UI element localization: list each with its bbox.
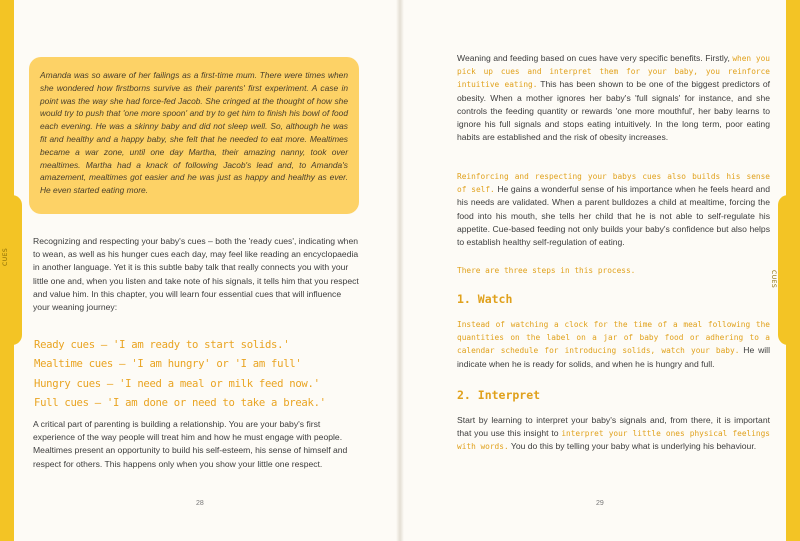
benefits-highlight: when you pick up cues and interpret them for your baby, you reinforce intuitive eating.: [457, 54, 770, 90]
cue-item-full: Full cues – 'I am done or need to take a break.': [34, 396, 326, 409]
steps-intro: [457, 264, 770, 277]
right-page-number: 29: [596, 500, 604, 507]
right-tab-label: CUES: [770, 270, 777, 289]
self-esteem-text: He gains a wonderful sense of his importance when he feels heard and his needs are validated. When a parent bulldozes a child at mealtime, forcing the food into his mouth, she tells her child that he is not able to self-regulate his appetite. Cue-based feeding not only builds your baby's confidence but also helps to establish healthy self-regulation of eating.: [457, 184, 770, 248]
heading-interpret: 2. Interpret: [457, 388, 541, 402]
benefits-paragraph: [457, 52, 770, 144]
watch-paragraph: [457, 318, 770, 371]
closing-paragraph: A critical part of parenting is building a relationship. You are your baby's first experience of the way people will treat him and how he must engage with people. Mealtimes present an opportunity to build his self-esteem, his sense of himself and respect for others. This happens only when you show your little one respect.: [33, 419, 348, 469]
watch-text: He will indicate when he is ready for solids, and when he is hungry and full.: [457, 345, 771, 369]
book-gutter: [396, 0, 404, 541]
interpret-paragraph: [457, 414, 770, 454]
interpret-text-a: Start by learning to interpret your baby's signals and, from there, it is important that you use this insight to: [457, 415, 770, 439]
cue-item-mealtime: Mealtime cues – 'I am hungry' or 'I am full': [34, 358, 302, 371]
intro-paragraph: Recognizing and respecting your baby's cues – both the 'ready cues', indicating when to wean, as well as his hunger cues each day, may feel like reading an encyclopaedia in another language. Yet it is this subtle baby talk that really connects you with your little one and, when you listen and take note of his signals, it tells him that you respect and value him. In this chapter, you will learn four essential cues that will influence your weaning journey:: [33, 236, 359, 313]
heading-watch: 1. Watch: [457, 292, 513, 306]
case-study-box: [29, 57, 359, 214]
case-study-text: Amanda was so aware of her failings as a first-time mum. There were times when she wondered how firstborns survive as their parents' first experiment. A case in point was the way she had force-fed Jacob. She cringed at the thought of how she would try to push that 'one more spoon' and try to get him to finish his bowl of food each evening. He was a skinny baby and did not sleep well. So, although he was fit and healthy and a happy baby, she felt that he needed to eat more. Mealtimes became a war zone, until one day Martha, their amazing nanny, took over mealtimes. Martha had a knack of following Jacob's lead and, to Amanda's amazement, mealtimes got easier and he was just as happy and healthy as ever. He even started eating more.: [40, 70, 348, 196]
self-esteem-paragraph: [457, 170, 770, 249]
benefits-text-a: Weaning and feeding based on cues have very specific benefits. Firstly,: [457, 53, 730, 63]
right-chapter-tab: [778, 195, 800, 345]
cue-item-hungry: Hungry cues – 'I need a meal or milk feed now.': [34, 377, 320, 390]
benefits-text-b: This has been shown to be one of the biggest predictors of obesity. When a mother ignores her baby's 'full signals' for instance, and she controls the feeding quantity or rewards 'one more mouthful', her baby learns to ignore his full signals and stops eating intuitively. In the long term, poor eating habits are established and the risk of obesity increases.: [457, 79, 770, 143]
interpret-highlight: interpret your little ones physical feelings with words.: [457, 429, 771, 452]
left-tab-label: CUES: [2, 247, 9, 266]
self-esteem-highlight: Reinforcing and respecting your babys cues also builds his sense of self.: [457, 172, 770, 195]
watch-highlight: Instead of watching a clock for the time of a meal following the quantities on the label on a jar of baby food or adhering to a calendar schedule for introducing solids, watch your baby.: [457, 320, 770, 356]
interpret-text-b: You do this by telling your baby what is underlying his behaviour.: [510, 441, 757, 452]
left-chapter-tab: [0, 195, 22, 345]
left-page-number: 28: [196, 500, 204, 507]
cue-item-ready: Ready cues – 'I am ready to start solids.': [34, 339, 290, 351]
steps-intro-text: There are three steps in this process.: [457, 266, 636, 275]
cue-list: [34, 336, 334, 413]
